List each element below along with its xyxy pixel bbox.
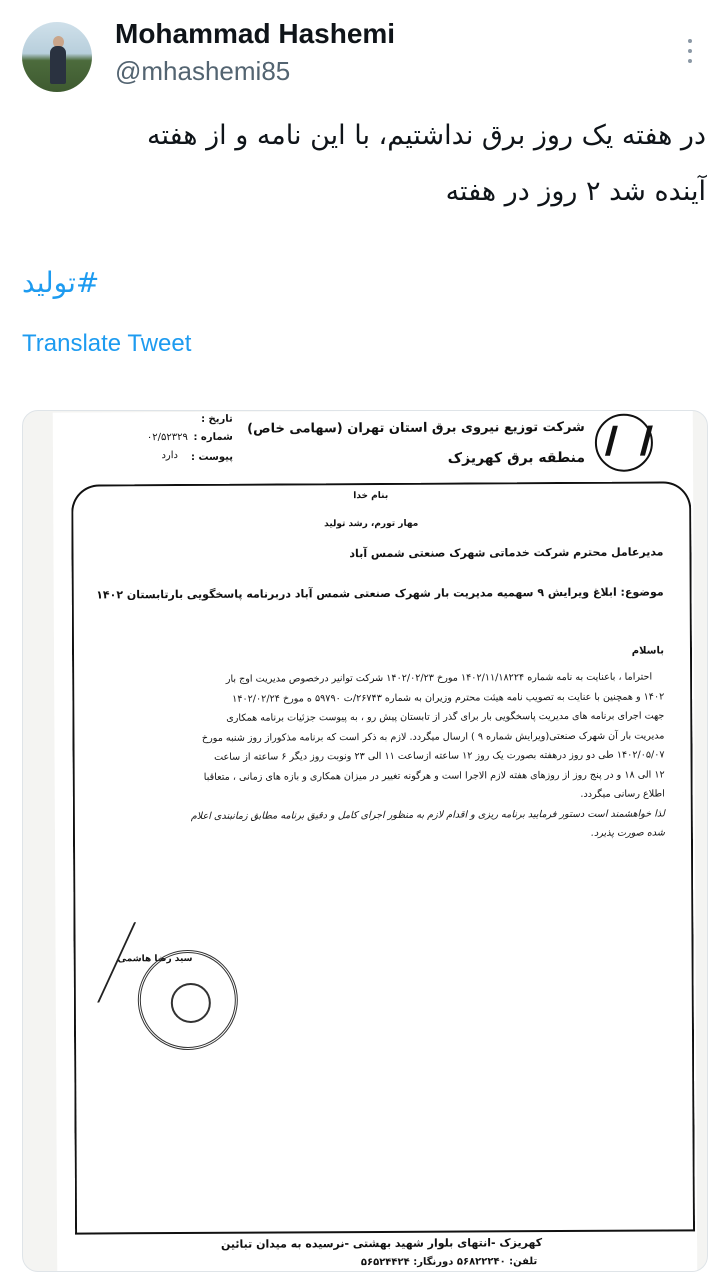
tweet-image[interactable] <box>22 410 708 1272</box>
avatar-body <box>50 46 66 84</box>
official-stamp-icon <box>138 950 239 1051</box>
letter-company: شرکت توزیع نیروی برق استان تهران (سهامی خاص) <box>247 419 585 437</box>
letter-phones: تلفن: ۵۶۸۲۲۲۴۰ دورنگار: ۵۶۵۲۴۴۲۴ <box>360 1256 538 1269</box>
letter-document <box>53 410 698 1272</box>
body-line: ۱۲ الی ۱۸ و در پنج روز از روزهای هفته لازم الاجرا است و هرگونه تغییر در میزان همکاری و بازه های زمانی ، متعاقبا <box>203 768 665 783</box>
letter-region: منطقه برق کهریزک <box>447 449 586 467</box>
slogan: مهار تورم، رشد تولید <box>324 518 419 530</box>
closing-line: شده صورت پذیرد. <box>590 827 665 839</box>
attachment-value: دارد <box>161 450 179 462</box>
more-options-icon[interactable] <box>680 36 700 66</box>
tweet-line-2: آینده شد ۲ روز در هفته <box>445 176 706 207</box>
number-label: شماره : <box>193 431 233 443</box>
body-line: جهت اجرای برنامه های مدیریت پاسخگویی بار برای گذر از تابستان پیش رو ، به پیوست جزئیات برنامه همکاری <box>226 710 665 724</box>
addressee: مدیرعامل محترم شرکت خدماتی شهرک صنعتی شمس آباد <box>349 545 664 561</box>
author-name[interactable]: Mohammad Hashemi <box>115 18 396 49</box>
company-logo-icon <box>595 414 653 472</box>
signatory: سید رضا هاشمی <box>117 953 193 965</box>
body-line: اطلاع رسانی میگردد. <box>580 788 665 800</box>
body-line: ۱۴۰۲ و همچنین با عنایت به تصویب نامه هیئت محترم وزیران به شماره ۲۶۷۴۳/ت ۵۹۷۹۰ ه مورخ ۱۴۰۲/۰۲/۲۴ <box>232 690 665 705</box>
attachment-label: پیوست : <box>190 451 234 463</box>
tweet-line-1: در هفته یک روز برق نداشتیم، با این نامه و از هفته <box>146 120 706 151</box>
bismillah: بنام خدا <box>353 490 389 502</box>
letter-body <box>190 667 665 845</box>
greeting: باسلام <box>631 645 665 657</box>
author-handle[interactable]: @mhashemi85 <box>115 56 291 86</box>
translate-tweet-link[interactable]: Translate Tweet <box>22 330 192 357</box>
tweet-text <box>26 108 706 220</box>
letter-address: کهریزک -انتهای بلوار شهید بهشتی -نرسیده به میدان تبائین <box>220 1236 543 1251</box>
body-line: احتراما ، باعنایت به نامه شماره ۱۴۰۲/۱۱/۱۸۲۲۴ مورخ ۱۴۰۲/۰۲/۲۳ شرکت توانیر درخصوص مدیریت اوج بار <box>225 671 653 685</box>
hashtag-link[interactable]: #تولید <box>22 266 100 299</box>
avatar[interactable] <box>22 22 92 92</box>
number-value: ۰۲/۵۲۳۲۹ <box>146 431 188 444</box>
closing-line: لذا خواهشمند است دستور فرمایید برنامه ریزی و اقدام لازم به منظور اجرای کامل و دقیق برنامه مطابق زمانبندی اعلام <box>190 807 665 822</box>
subject: موضوع: ابلاغ ویرایش ۹ سهمیه مدیریت بار شهرک صنعتی شمس آباد دربرنامه پاسخگویی بارتابستان ۱۴۰۲ <box>96 585 664 602</box>
body-line: مدیریت بار آن شهرک صنعتی(ویرایش شماره ۹ ) ارسال میگردد. لازم به ذکر است که برنامه مذکوراز روز شنبه مورخ <box>201 729 665 744</box>
date-label: تاریخ : <box>201 413 233 425</box>
body-line: ۱۴۰۲/۰۵/۰۷ طی دو روز درهفته بصورت یک روز ۱۲ ساعته ازساعت ۱۱ الی ۲۳ ونوبت روز دیگر ۶ ساعته از ساعت <box>214 749 665 763</box>
